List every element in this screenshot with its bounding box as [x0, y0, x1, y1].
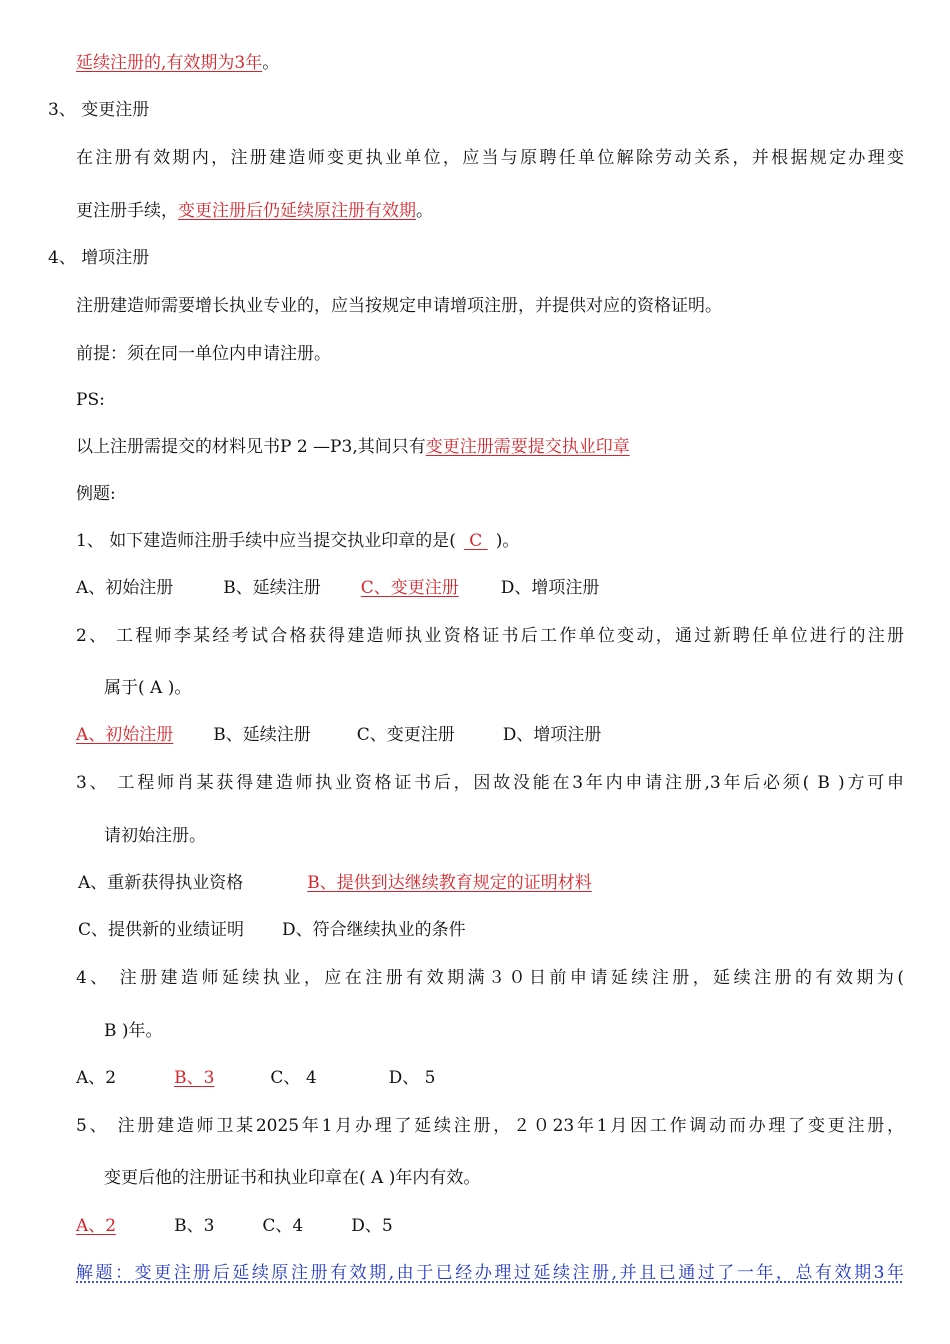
solution-explanation: 解题：变更注册后延续原注册有效期,由于已经办理过延续注册,并且已通过了一年，总有效期3年	[76, 1263, 904, 1283]
ps-label: PS:	[76, 390, 105, 410]
option-c: C、提供新的业绩证明	[78, 920, 245, 940]
question-3: 3、 工程师肖某获得建造师执业资格证书后，因故没能在3年内申请注册,3年后必须( B )方可申	[76, 773, 904, 793]
question-2-options	[76, 724, 601, 746]
question-3-options-row2	[78, 919, 466, 941]
paragraph-change-registration: 在注册有效期内，注册建造师变更执业单位，应当与原聘任单位解除劳动关系，并根据规定办理变	[76, 148, 904, 168]
option-b: B、3	[174, 1216, 215, 1236]
option-c-correct: C、变更注册	[360, 578, 459, 598]
option-d: D、5	[351, 1216, 393, 1236]
question-3-cont: 请初始注册。	[104, 826, 206, 846]
option-d: D、符合继续执业的条件	[282, 920, 466, 940]
punctuation: )。	[495, 531, 520, 551]
answer-blank: C	[463, 531, 488, 551]
question-1	[76, 530, 519, 552]
heading-change-registration: 3、 变更注册	[48, 100, 150, 120]
paragraph-additional-registration: 注册建造师需要增长执业专业的，应当按规定申请增项注册，并提供对应的资格证明。	[76, 296, 722, 316]
option-a: A、初始注册	[76, 578, 174, 598]
question-4-options	[76, 1067, 436, 1089]
text: 以上注册需提交的材料见书P 2 —P3,其间只有	[76, 437, 426, 457]
option-b: B、延续注册	[223, 578, 321, 598]
option-a-correct: A、2	[76, 1216, 117, 1236]
question-2-cont: 属于( A )。	[104, 678, 192, 698]
option-c: C、 4	[270, 1068, 317, 1088]
question-text: 1、 如下建造师注册手续中应当提交执业印章的是(	[76, 531, 456, 551]
question-4: 4、 注册建造师延续执业，应在注册有效期满３０日前申请延续注册，延续注册的有效期为(	[76, 968, 904, 988]
question-4-cont: B )年。	[104, 1021, 163, 1041]
paragraph-premise: 前提：须在同一单位内申请注册。	[76, 344, 331, 364]
option-b-correct: B、3	[174, 1068, 215, 1088]
option-d: D、增项注册	[500, 578, 600, 598]
paragraph-change-registration-cont	[76, 200, 433, 222]
question-1-options	[76, 577, 599, 599]
option-d: D、 5	[388, 1068, 436, 1088]
option-b: B、延续注册	[213, 725, 311, 745]
question-5-options	[76, 1215, 393, 1237]
option-a-correct: A、初始注册	[76, 725, 174, 745]
option-c: C、变更注册	[356, 725, 455, 745]
examples-label: 例题:	[76, 484, 116, 504]
highlight-text: 变更注册需要提交执业印章	[425, 437, 630, 457]
question-3-options-row1	[78, 872, 592, 894]
option-b-correct: B、提供到达继续教育规定的证明材料	[307, 873, 592, 893]
punctuation: 。	[416, 201, 433, 221]
question-5-cont: 变更后他的注册证书和执业印章在( A )年内有效。	[104, 1168, 481, 1188]
option-a: A、重新获得执业资格	[78, 873, 244, 893]
highlight-text: 变更注册后仍延续原注册有效期	[178, 201, 416, 221]
paragraph-ps-note	[76, 436, 630, 458]
option-a: A、2	[76, 1068, 117, 1088]
question-5: 5、 注册建造师卫某2025年1月办理了延续注册，２０23年1月因工作调动而办理了变更注册，	[76, 1116, 904, 1136]
punctuation: 。	[262, 53, 280, 73]
option-c: C、4	[262, 1216, 304, 1236]
option-d: D、增项注册	[502, 725, 602, 745]
question-2: 2、 工程师李某经考试合格获得建造师执业资格证书后工作单位变动，通过新聘任单位进行的注册	[76, 626, 904, 646]
text: 更注册手续，	[76, 201, 178, 221]
heading-additional-registration: 4、 增项注册	[48, 248, 150, 268]
highlight-text: 延续注册的,有效期为3年	[76, 53, 263, 73]
line-extension-validity	[76, 52, 279, 74]
